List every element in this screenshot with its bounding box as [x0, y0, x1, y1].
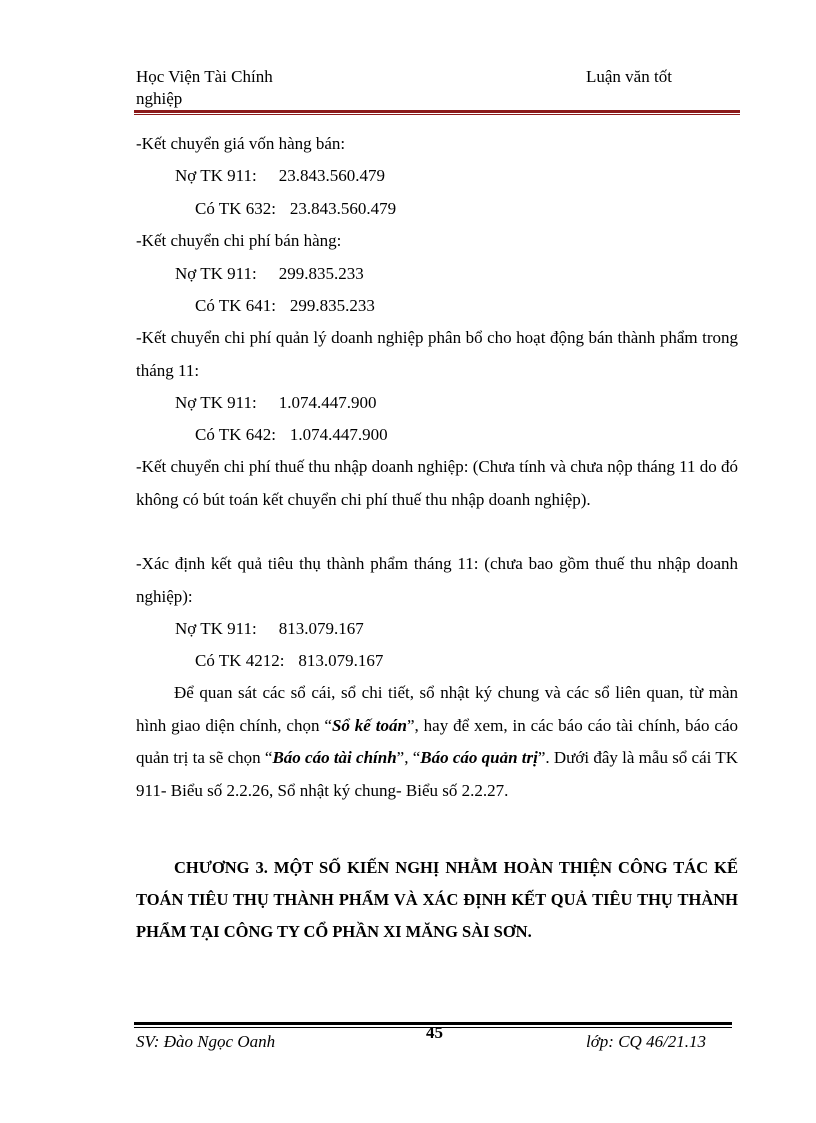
header-left-line1: Học Viện Tài Chính — [136, 67, 273, 86]
footer-class: lớp: CQ 46/21.13 — [586, 1032, 707, 1051]
entry-label: Có TK 641: — [195, 296, 276, 315]
emphasis-so-ke-toan: Sổ kế toán — [331, 715, 407, 735]
entry-value: 813.079.167 — [278, 619, 364, 638]
entry-label: Có TK 642: — [195, 425, 276, 444]
entry-label: Có TK 632: — [195, 199, 276, 218]
entry-label: Nợ TK 911: — [175, 264, 257, 283]
line-ket-chuyen-ban-hang: -Kết chuyển chi phí bán hàng: — [136, 231, 342, 250]
entry-co-642 — [195, 425, 388, 445]
chapter-heading — [136, 852, 738, 948]
entry-value: 1.074.447.900 — [289, 425, 388, 444]
emphasis-bao-cao-quan-tri: Báo cáo quản trị — [420, 748, 538, 767]
emphasis-bao-cao-tai-chinh: Báo cáo tài chính — [272, 748, 397, 767]
page-number: 45 — [426, 1023, 443, 1042]
entry-label: Nợ TK 911: — [175, 619, 257, 638]
entry-value: 1.074.447.900 — [278, 393, 377, 412]
line-ket-chuyen-gia-von: -Kết chuyển giá vốn hàng bán: — [136, 134, 346, 153]
footer-student: SV: Đào Ngọc Oanh — [136, 1032, 276, 1051]
entry-value: 299.835.233 — [289, 296, 375, 315]
header-institution — [136, 66, 273, 110]
entry-co-632 — [195, 199, 396, 219]
entry-label: Nợ TK 911: — [175, 166, 257, 185]
entry-no-911-b — [175, 264, 364, 284]
header-right: Luận văn tốt — [586, 67, 672, 86]
entry-value: 813.079.167 — [298, 651, 384, 670]
entry-value: 23.843.560.479 — [289, 199, 397, 218]
paragraph-so-ke-toan: Để quan sát các sổ cái, sổ chi tiết, sổ nhật ký chung và các sổ liên quan, từ màn hình giao diện chính, chọn “Sổ kế toán”, hay để xem, in các báo cáo tài chính, báo cáo quản trị ta sẽ chọn “Báo cáo tài chính”, “Báo cáo quản trị”. Dưới đây là mẫu sổ cái TK 911- Biểu số 2.2.26, Sổ nhật ký chung- Biểu số 2.2.27. — [136, 683, 739, 800]
entry-no-911-d — [175, 619, 364, 639]
entry-value: 299.835.233 — [278, 264, 364, 283]
paragraph-quan-ly-doanh-nghiep: -Kết chuyển chi phí quản lý doanh nghiệp phân bổ cho hoạt động bán thành phẩm trong tháng 11: — [136, 328, 738, 380]
paragraph-thue-thu-nhap: -Kết chuyển chi phí thuế thu nhập doanh nghiệp: (Chưa tính và chưa nộp tháng 11 do đó không có bút toán kết chuyển chi phí thuế thu nhập doanh nghiệp). — [136, 457, 738, 509]
header-rule-thin — [134, 114, 740, 115]
paragraph-xac-dinh-ket-qua: -Xác định kết quả tiêu thụ thành phẩm tháng 11: (chưa bao gồm thuế thu nhập doanh nghiệp): — [136, 554, 738, 606]
entry-label: Có TK 4212: — [195, 651, 285, 670]
entry-label: Nợ TK 911: — [175, 393, 257, 412]
entry-co-4212 — [195, 651, 383, 671]
entry-no-911-a — [175, 166, 385, 186]
entry-no-911-c — [175, 393, 376, 413]
header-left-line2: nghiệp — [136, 89, 183, 108]
entry-value: 23.843.560.479 — [278, 166, 385, 185]
entry-co-641 — [195, 296, 375, 316]
header-rule-thick — [134, 110, 740, 113]
chapter-title: CHƯƠNG 3. MỘT SỐ KIẾN NGHỊ NHẰM HOÀN THIỆN CÔNG TÁC KẾ TOÁN TIÊU THỤ THÀNH PHẨM VÀ XÁC ĐỊNH KẾT QUẢ TIÊU THỤ THÀNH PHẨM TẠI CÔNG TY CỔ PHẦN XI MĂNG SÀI SƠN. — [136, 858, 738, 941]
